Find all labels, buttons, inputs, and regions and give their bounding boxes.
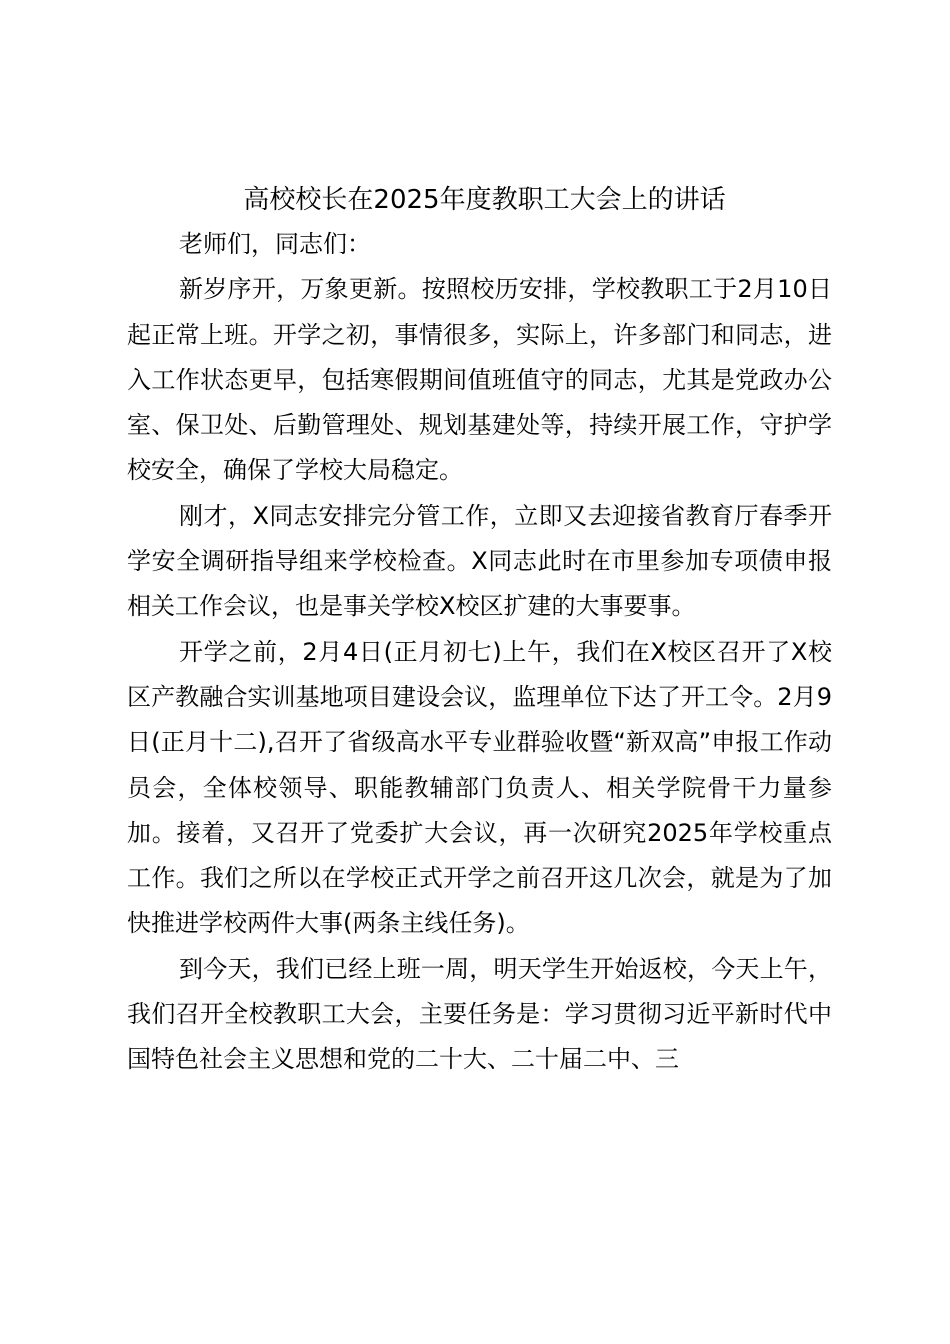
paragraph-3: 开学之前，2月4日(正月初七)上午，我们在X校区召开了X校区产教融合实训基地项目建设会议，监理单位下达了开工令。2月9日(正月十二),召开了省级高水平专业群验收暨“新双高”申报工作动员会，全体校领导、职能教辅部门负责人、相关学院骨干力量参加。接着，又召开了党委扩大会议，再一次研究2025年学校重点工作。我们之所以在学校正式开学之前召开这几次会，就是为了加快推进学校两件大事(两条主线任务)。 bbox=[127, 637, 832, 938]
document-title: 高校校长在2025年度教职工大会上的讲话 bbox=[243, 185, 726, 215]
salutation: 老师们，同志们： bbox=[179, 230, 371, 258]
paragraph-4: 到今天，我们已经上班一周，明天学生开始返校，今天上午，我们召开全校教职工大会，主要任务是：学习贯彻习近平新时代中国特色社会主义思想和党的二十大、二十届二中、三 bbox=[127, 954, 832, 1074]
paragraph-2: 刚才，X同志安排完分管工作，立即又去迎接省教育厅春季开学安全调研指导组来学校检查。X同志此时在市里参加专项债申报相关工作会议，也是事关学校X校区扩建的大事要事。 bbox=[127, 501, 832, 621]
document-page bbox=[127, 178, 832, 1083]
paragraph-1: 新岁序开，万象更新。按照校历安排，学校教职工于2月10日起正常上班。开学之初，事情很多，实际上，许多部门和同志，进入工作状态更早，包括寒假期间值班值守的同志，尤其是党政办公室、保卫处、后勤管理处、规划基建处等，持续开展工作，守护学校安全，确保了学校大局稳定。 bbox=[127, 275, 832, 485]
